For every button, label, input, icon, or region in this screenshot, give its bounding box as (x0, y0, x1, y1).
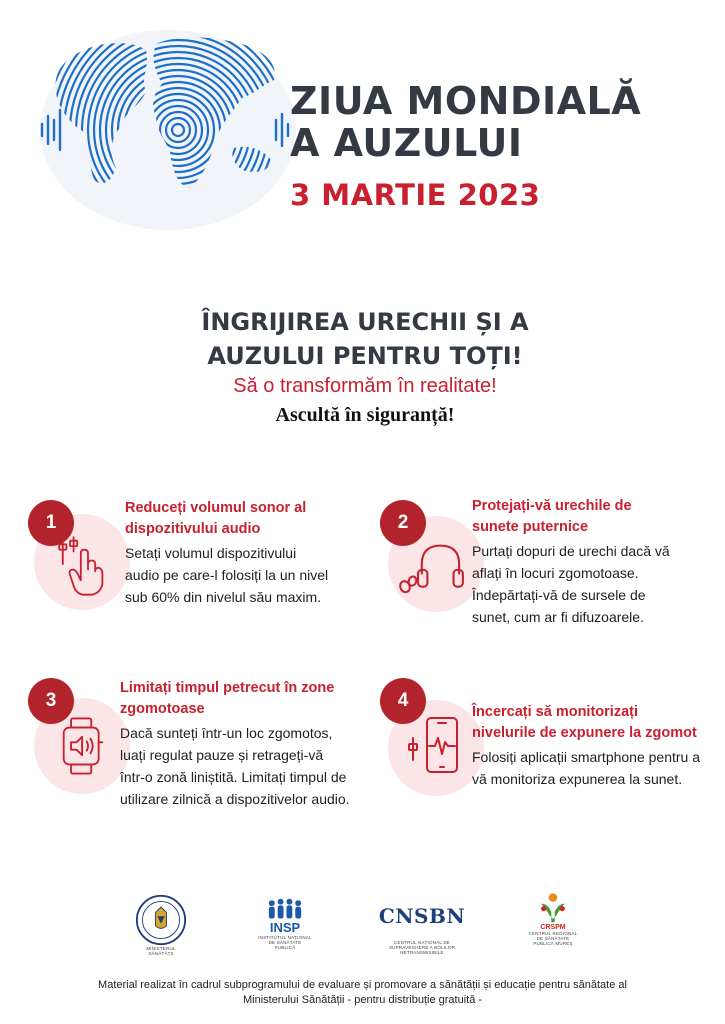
tip-number-badge: 2 (380, 500, 426, 546)
ministry-caption-line: MINISTERUL (146, 946, 176, 951)
tip-card-4 (362, 672, 725, 812)
romanian-government-emblem-icon (135, 894, 187, 946)
crspm-logo (522, 890, 584, 946)
tip-body-line: sub 60% din nivelul său maxim. (125, 589, 322, 605)
tip-body-line: aflați în locuri zgomotoase. (472, 565, 639, 581)
partner-logos (0, 888, 725, 968)
tip-text (472, 702, 724, 790)
tip-body (120, 722, 360, 810)
tip-card-3 (0, 672, 362, 812)
people-group-icon (263, 898, 307, 920)
insp-name: INSP (269, 920, 301, 935)
tip-title-line2: nivelurile de expunere la zgomot (472, 725, 697, 741)
smartphone-monitor-icon (406, 716, 468, 776)
page-title-line1: ZIUA MONDIALĂ (290, 79, 642, 123)
crspm-caption-line: DE SĂNĂTATE (536, 936, 570, 941)
tip-title-line2: zgomotoase (120, 701, 205, 717)
tip-text (472, 496, 722, 628)
cnsbn-name: CNSBN (378, 904, 466, 928)
cnsbn-logo (372, 904, 472, 955)
cnsbn-caption-line: NETRANSMISIBILE (400, 950, 444, 955)
headphones-earplugs-icon (394, 540, 472, 596)
tip-body (125, 542, 357, 608)
tip-body-line: utilizare zilnică a dispozitivelor audio. (120, 791, 350, 807)
tip-body-line: într-o zonă liniștită. Limitați timpul de (120, 769, 347, 785)
tip-body-line: sunet, cum ar fi difuzoarele. (472, 609, 644, 625)
tip-text (125, 498, 357, 608)
theme-title-line1: ÎNGRIJIREA URECHII ȘI A (201, 308, 529, 336)
tip-body-line: Folosiți aplicații smartphone pentru a (472, 749, 701, 765)
crspm-name: CRSPM (540, 924, 566, 931)
tip-text (120, 678, 360, 810)
cnsbn-caption-line: CENTRUL NAȚIONAL DE (394, 940, 450, 945)
insp-logo (250, 898, 320, 950)
tip-card-2 (362, 490, 725, 640)
footer-line2: Ministerului Sănătății - pentru distribuție gratuită - (242, 994, 483, 1006)
tip-title-line2: dispozitivului audio (125, 521, 261, 537)
ministry-logo (130, 894, 192, 956)
world-globe-icon (28, 20, 298, 240)
page-title-line2: A AUZULUI (290, 121, 523, 165)
tip-body-line: Dacă sunteți într-un loc zgomotos, (120, 725, 333, 741)
tip-card-1 (0, 490, 362, 630)
tip-title-line1: Reduceți volumul sonor al (125, 500, 307, 516)
volume-slider-hand-icon (52, 532, 106, 598)
tip-body (472, 746, 724, 790)
insp-caption-line: PUBLICĂ (274, 945, 296, 950)
tip-body (472, 540, 722, 628)
smartwatch-speaker-icon (60, 716, 106, 776)
ministry-caption-line: SĂNĂTĂȚII (148, 951, 174, 956)
footer-line1: Material realizat în cadrul subprogramului de evaluare și promovare a sănătății și educație pentru sănătate al (98, 979, 627, 991)
theme-block (120, 305, 610, 427)
tip-title-line1: Protejați-vă urechile de (472, 498, 632, 514)
crspm-emblem-icon (536, 890, 570, 924)
insp-caption-line: DE SĂNĂTATE (268, 940, 302, 945)
tip-title-line1: Încercați să monitorizați (472, 704, 638, 720)
theme-listen-safely: Ascultă în siguranță! (275, 404, 455, 426)
tip-number-badge: 4 (380, 678, 426, 724)
tip-body-line: Îndepărtați-vă de sursele de (472, 587, 646, 603)
insp-caption-line: INSTITUTUL NAȚIONAL (258, 935, 312, 940)
header (290, 80, 710, 212)
event-date: 3 MARTIE 2023 (290, 178, 541, 212)
tip-title-line1: Limitați timpul petrecut în zone (120, 680, 335, 696)
crspm-caption-line: PUBLICĂ MUREȘ (533, 941, 573, 946)
tip-body-line: audio pe care-l folosiți la un nivel (125, 567, 329, 583)
theme-subtitle: Să o transformăm în realitate! (233, 375, 497, 397)
tip-body-line: Purtați dopuri de urechi dacă vă (472, 543, 670, 559)
cnsbn-caption-line: SUPRAVEGHERE A BOLILOR (388, 945, 456, 950)
crspm-caption-line: CENTRUL REGIONAL (528, 931, 578, 936)
footer-note (60, 978, 665, 1008)
tip-body-line: vă monitoriza expunerea la sunet. (472, 771, 683, 787)
tip-number-badge: 1 (28, 500, 74, 546)
tip-number-badge: 3 (28, 678, 74, 724)
tip-body-line: luați regulat pauze și retrageți-vă (120, 747, 324, 763)
tip-body-line: Setați volumul dispozitivului (125, 545, 297, 561)
tip-title-line2: sunete puternice (472, 519, 589, 535)
theme-title-line2: AUZULUI PENTRU TOȚI! (207, 342, 523, 370)
